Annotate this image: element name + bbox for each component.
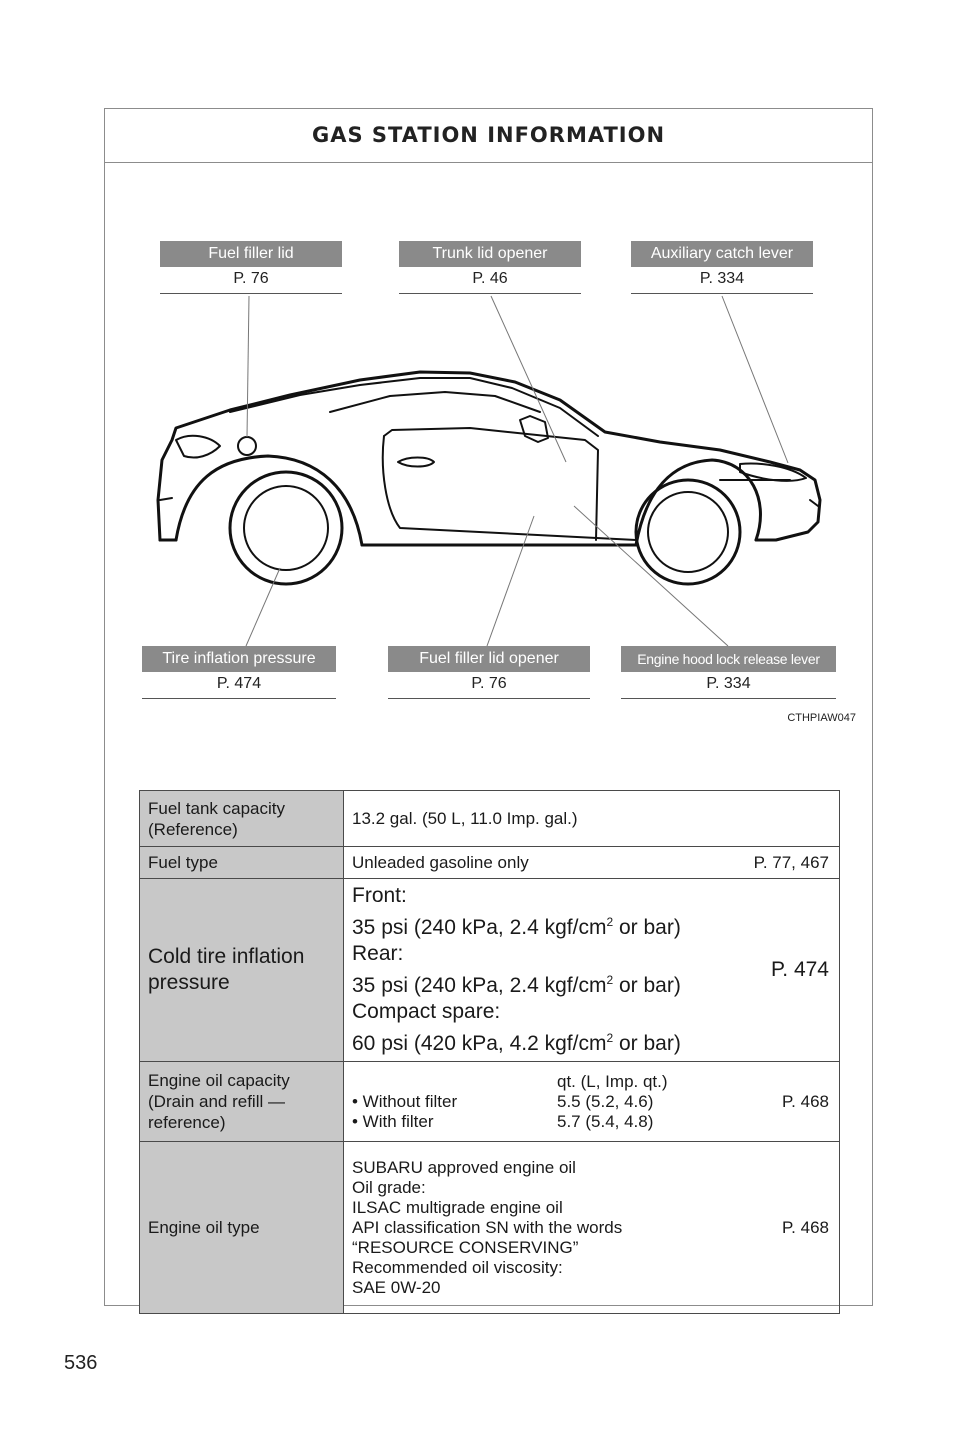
engine-oil-capacity-header: Engine oil capacity (Drain and refill — reference) [140, 1062, 344, 1142]
oil-type-line: API classification SN with the words [352, 1217, 623, 1237]
oil-type-line: Oil grade: [352, 1177, 426, 1197]
table-row-cold-tire [140, 879, 840, 1062]
page-number: 536 [64, 1352, 98, 1374]
figure-code: CTHPIAW047 [787, 712, 856, 724]
fuel-tank-value: 13.2 gal. (50 L, 11.0 Imp. gal.) [344, 791, 840, 847]
fuel-tank-header: Fuel tank capacity (Reference) [140, 791, 344, 847]
table-row-engine-oil-capacity [140, 1062, 840, 1142]
cold-tire-value: Front: 35 psi (240 kPa, 2.4 kgf/$cm^2$ or bar) Rear: 35 psi (240 kPa, 2.4 kgf/$cm^2$ or bar) Compact spare: 60 psi (420 kPa, 4.2 kgf/$cm^2$ or bar) P. 474 [344, 879, 840, 1062]
page-reference-link[interactable]: P. 76 [160, 267, 342, 294]
fuel-type-value: Unleaded gasoline only P. 77, 467 [344, 847, 840, 879]
spec-table [139, 790, 840, 1314]
oil-type-line: ILSAC multigrade engine oil [352, 1197, 563, 1217]
callout-label: Auxiliary catch lever [631, 241, 813, 267]
oil-type-line: SUBARU approved engine oil [352, 1157, 576, 1177]
engine-oil-capacity-value: qt. (L, Imp. qt.) • Without filter 5.5 (5.2, 4.6) P. 468 • With filter 5.7 (5.4, 4.8) [344, 1062, 840, 1142]
engine-oil-type-header: Engine oil type [140, 1142, 344, 1314]
page-reference-link[interactable]: P. 474 [770, 958, 829, 981]
callout-label: Fuel filler lid [160, 241, 342, 267]
callout-label: Fuel filler lid opener [388, 646, 590, 672]
callout-label: Trunk lid opener [399, 241, 581, 267]
page-reference-link[interactable]: P. 468 [782, 1217, 829, 1237]
cold-tire-header: Cold tire inflation pressure [140, 879, 344, 1062]
page-title: GAS STATION INFORMATION [104, 108, 873, 163]
oil-type-line: SAE 0W-20 [352, 1277, 441, 1297]
page-reference-link[interactable]: P. 46 [399, 267, 581, 294]
page-reference-link[interactable]: P. 334 [631, 267, 813, 294]
callout-label: Engine hood lock release lever [621, 646, 836, 672]
oil-type-line: “RESOURCE CONSERVING” [352, 1237, 579, 1257]
callout-label: Tire inflation pressure [142, 646, 336, 672]
page-reference-link[interactable]: P. 77, 467 [753, 852, 829, 872]
page-reference-link[interactable]: P. 334 [621, 672, 836, 699]
engine-oil-type-value [344, 1142, 840, 1314]
table-row-fuel-tank [140, 791, 840, 847]
page-reference-link[interactable]: P. 76 [388, 672, 590, 699]
oil-type-line: Recommended oil viscosity: [352, 1257, 563, 1277]
table-row-engine-oil-type [140, 1142, 840, 1314]
table-row-fuel-type [140, 847, 840, 879]
page-reference-link[interactable]: P. 474 [142, 672, 336, 699]
page-reference-link[interactable]: P. 468 [782, 1091, 829, 1111]
fuel-type-header: Fuel type [140, 847, 344, 879]
